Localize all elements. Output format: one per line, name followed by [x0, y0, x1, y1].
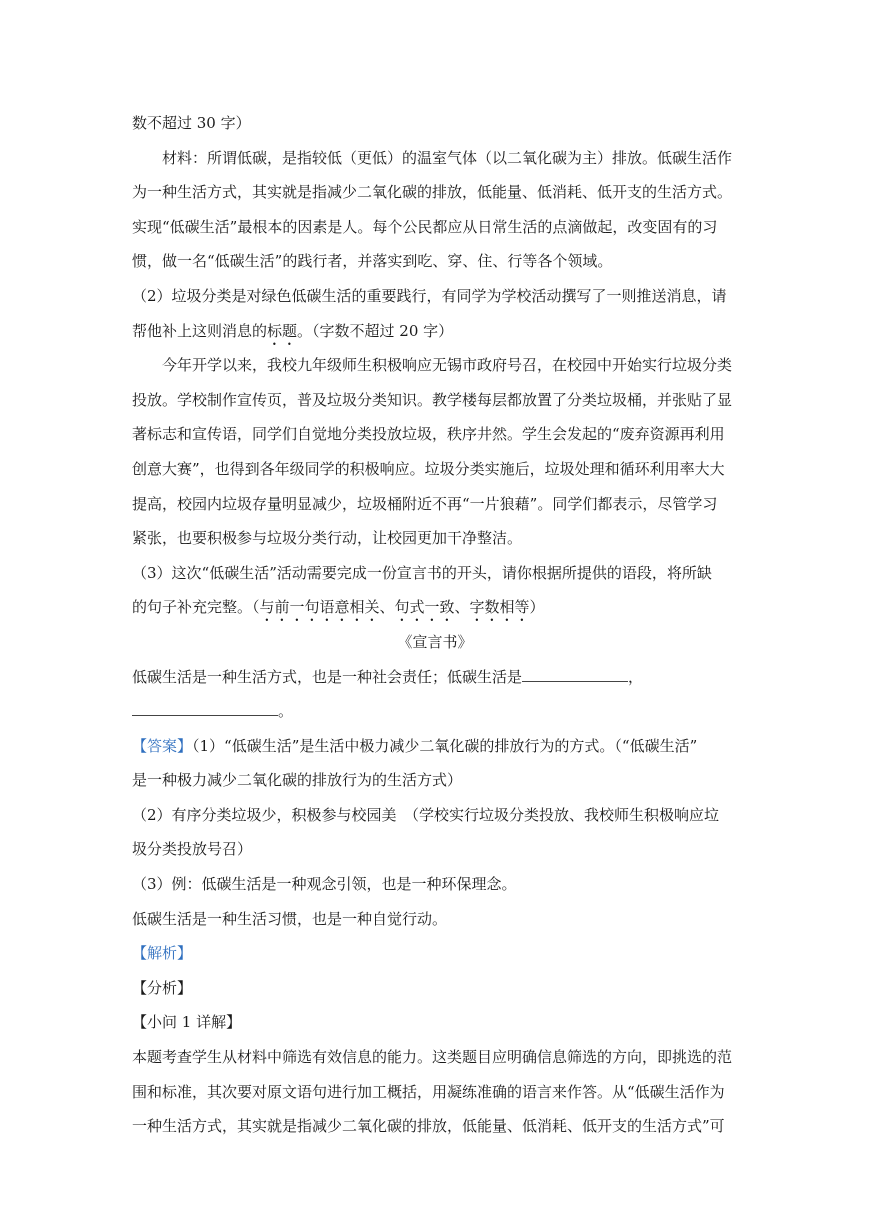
text-line: 圾分类投放号召）: [132, 840, 253, 859]
text-line: 紧张，也要积极参与垃圾分类行动，让校园更加干净整洁。: [132, 529, 523, 548]
fill-blank: [132, 697, 278, 716]
text-line: [132, 590, 738, 625]
text-line: 著标志和宣传语，同学们自觉地分类投放垃圾，秩序井然。学生会发起的“废弃资源再利用: [132, 425, 725, 444]
text-span: 的句子补充完整。（: [132, 598, 260, 617]
text-span: 低碳生活是一种生活方式，也是一种社会责任；低碳生活是: [132, 667, 523, 686]
section-label: 【分析】: [132, 978, 193, 997]
text-line: （2）有序分类垃圾少，积极参与校园美 （学校实行垃圾分类投放、我校师生积极响应垃: [132, 805, 720, 824]
text-line: 实现“低碳生活”最根本的因素是人。每个公民都应从日常生活的点滴做起，改变固有的习: [132, 217, 718, 236]
text-line: 低碳生活是一种生活习惯，也是一种自觉行动。: [132, 909, 448, 928]
text-span: 帮他补上这则消息的: [132, 321, 268, 340]
text-span: ，: [628, 667, 644, 686]
text-span: 。: [278, 702, 294, 721]
section-label: 【小问 1 详解】: [132, 1013, 242, 1032]
emphasized-text: 标题: [267, 321, 298, 340]
text-span: （1）“低碳生活”是生活中极力减少二氧化碳的排放行为的方式。（“低碳生活”: [192, 736, 698, 755]
text-line: 是一种极力减少二氧化碳的排放行为的生活方式）: [132, 771, 463, 790]
analysis-label: 【解析】: [132, 944, 193, 963]
text-line: 本题考查学生从材料中筛选有效信息的能力。这类题目应明确信息筛选的方向，即挑选的范: [132, 1048, 733, 1067]
fill-blank: [522, 663, 628, 682]
text-line: 数不超过 30 字）: [132, 114, 251, 132]
text-line: 提高，校园内垃圾存量明显减少，垃圾桶附近不再“一片狼藉”。同学们都表示，尽管学习: [132, 494, 718, 513]
text-line: 为一种生活方式，其实就是指减少二氧化碳的排放，低能量、低消耗、低开支的生活方式。: [132, 183, 733, 202]
text-line: 投放。学校制作宣传页，普及垃圾分类知识。教学楼每层都放置了分类垃圾桶，并张贴了显: [132, 390, 733, 409]
emphasized-text: 与前一句语意相关、句式一致、字数相等: [259, 598, 530, 617]
text-line: 围和标准，其次要对原文语句进行加工概括，用凝练准确的语言来作答。从“低碳生活作为: [132, 1082, 725, 1101]
text-line: 创意大赛”，也得到各年级同学的积极响应。垃圾分类实施后，垃圾处理和循环利用率大大: [132, 459, 725, 478]
text-line: （3）例：低碳生活是一种观念引领，也是一种环保理念。: [132, 875, 517, 894]
text-line: 惯，做一名“低碳生活”的践行者，并落实到吃、穿、住、行等各个领域。: [132, 252, 613, 271]
text-line: [132, 694, 738, 729]
text-line: [132, 660, 738, 695]
text-line: [132, 314, 738, 349]
answer-label: 【答案】: [132, 736, 193, 755]
answer-line: [132, 729, 738, 764]
material-paragraph: 材料：所谓低碳，是指较低（更低）的温室气体（以二氧化碳为主）排放。低碳生活作: [162, 148, 733, 167]
declaration-title: 《宣言书》: [397, 632, 473, 651]
news-paragraph: 今年开学以来，我校九年级师生积极响应无锡市政府号召，在校园中开始实行垃圾分类: [162, 356, 733, 375]
text-span: 。（字数不超过 20 字）: [297, 321, 454, 340]
question-2: （2）垃圾分类是对绿色低碳生活的重要践行，有同学为学校活动撰写了一则推送消息，请: [132, 286, 727, 305]
text-span: ）: [529, 598, 545, 617]
text-line: 一种生活方式，其实就是指减少二氧化碳的排放，低能量、低消耗、低开支的生活方式”可: [132, 1117, 725, 1136]
question-3: （3）这次“低碳生活”活动需要完成一份宣言书的开头，请你根据所提供的语段，将所缺: [132, 563, 712, 582]
document-body: [132, 106, 738, 1144]
